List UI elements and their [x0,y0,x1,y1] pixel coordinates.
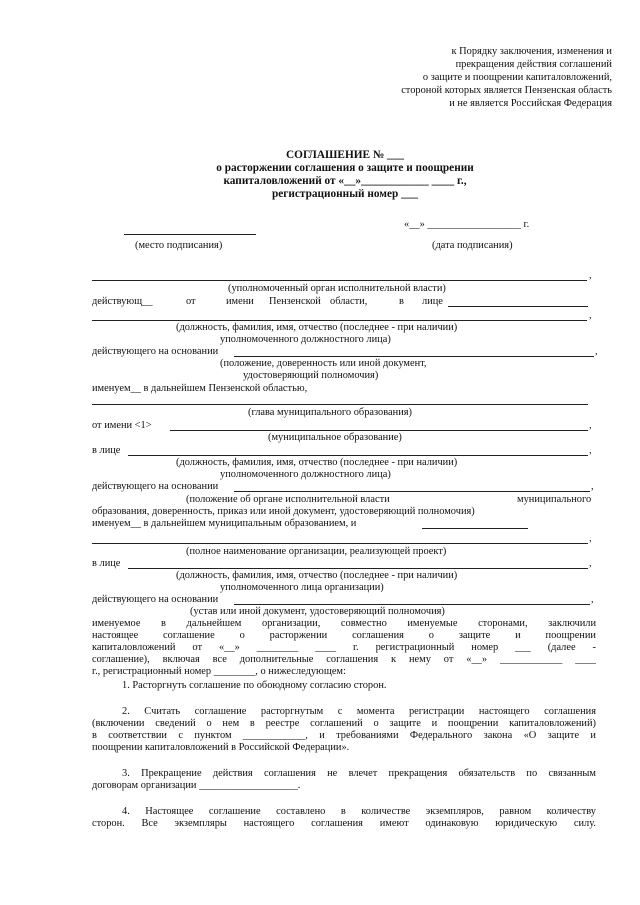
in-person-label: в лице [92,558,121,569]
comma: , [589,310,592,321]
on-behalf-label: от имени <1> [92,420,152,431]
item-2-line: поощрении капиталовложений в Российской Федерации». [92,742,350,753]
title-line: о расторжении соглашения о защите и поощрении [216,162,474,174]
charter-caption: (устав или иной документ, удостоверяющий полномочия) [190,606,445,617]
position-caption: уполномоченного должностного лица) [220,334,391,345]
mun-representative-field[interactable] [128,455,588,456]
acting-word: Пензенской [269,296,321,307]
org-field[interactable] [92,543,588,544]
acting-basis-label: действующего на основании [92,594,219,605]
comma: , [591,594,594,605]
place-caption: (место подписания) [135,240,223,251]
comma: , [589,420,592,431]
org-inline-field[interactable] [422,528,528,529]
basis-caption: удостоверяющий полномочия) [243,370,379,381]
representative-field[interactable] [448,306,588,307]
named-region: именуем__ в дальнейшем Пензенской областью, [92,383,308,394]
item-3-line: 3. Прекращение действия соглашения не влечет прекращения обязательств по связанным [122,768,596,779]
item-3-line: договорам организации ___________________. [92,780,301,791]
acting-basis-label: действующего на основании [92,346,219,357]
position-caption: уполномоченного должностного лица) [220,469,391,480]
title-line: капиталовложений от «__»____________ ____ г., [223,175,467,187]
title-line: СОГЛАШЕНИЕ № ___ [286,149,404,161]
title-line: регистрационный номер ___ [271,188,419,200]
date-field[interactable]: «__» __________________ г. [404,219,530,230]
acting-word: лице [422,296,443,307]
header-note-line: о защите и поощрении капиталовложений, [422,72,612,83]
comma: , [589,533,592,544]
item-4-line: сторон. Все экземпляры настоящего соглашения имеют одинаковую юридическую силу. [92,818,596,829]
municipality-caption: (муниципальное образование) [268,432,402,443]
org-representative-field[interactable] [128,568,588,569]
basis-caption: (положение об органе исполнительной власти [186,494,390,505]
position-caption: (должность, фамилия, имя, отчество (последнее - при наличии) [176,322,458,333]
basis-caption-word: муниципального [517,494,592,505]
header-note-line: стороной которых является Пензенская область [401,85,612,96]
acting-word: области, [330,296,368,307]
intro-line: настоящее соглашение о расторжении соглашения о защите и поощрении [92,630,596,641]
comma: , [589,558,592,569]
comma: , [589,270,592,281]
place-field[interactable] [124,234,256,235]
basis-field-3[interactable] [234,604,590,605]
org-caption: (полное наименование организации, реализующей проект) [186,546,447,557]
basis-field-2[interactable] [234,491,590,492]
head-caption: (глава муниципального образования) [248,407,412,418]
representative-field-2[interactable] [92,320,587,321]
item-4-line: 4. Настоящее соглашение составлено в количестве экземпляров, равном количеству [122,806,596,817]
item-1: 1. Расторгнуть соглашение по обоюдному согласию сторон. [122,680,387,691]
authority-caption: (уполномоченный орган исполнительной власти) [228,283,446,294]
header-note-line: к Порядку заключения, изменения и [451,46,612,57]
date-caption: (дата подписания) [432,240,513,251]
acting-word: в [399,296,404,307]
item-2-line: 2. Считать соглашение расторгнутым с момента регистрации настоящего соглашения [122,706,596,717]
named-municipality: именуем__ в дальнейшем муниципальным образованием, и [92,518,357,529]
acting-word: от [186,296,196,307]
intro-line: г., регистрационный номер ________, о нижеследующем: [92,666,346,677]
intro-line: капиталовложений от «__» ________ ____ г. регистрационный номер ___ (далее - [92,642,596,653]
intro-line: именуемое в дальнейшем организации, совместно именуемые сторонами, заключили [92,618,596,629]
header-note-line: и не является Российская Федерация [449,98,612,109]
item-2-line: в соответствии с пунктом ____________, и требованиями Федерального закона «О защите и [92,730,596,741]
acting-word: действующ__ [92,296,153,307]
comma: , [589,445,592,456]
position-caption: (должность, фамилия, имя, отчество (последнее - при наличии) [176,570,458,581]
authority-field[interactable] [92,280,587,281]
position-caption: уполномоченного лица организации) [220,582,384,593]
municipality-field[interactable] [170,430,588,431]
basis-caption: образования, доверенность, приказ или иной документ, удостоверяющий полномочия) [92,506,475,517]
acting-basis-label: действующего на основании [92,481,219,492]
position-caption: (должность, фамилия, имя, отчество (последнее - при наличии) [176,457,458,468]
basis-caption: (положение, доверенность или иной документ, [220,358,427,369]
header-note-line: прекращения действия соглашений [455,59,612,70]
head-field[interactable] [92,404,588,405]
comma: , [591,481,594,492]
comma: , [595,346,598,357]
acting-word: имени [226,296,254,307]
intro-line: соглашение), включая все дополнительные соглашения к нему от «__» ____________ ____ [92,654,596,665]
in-person-label: в лице [92,445,121,456]
item-2-line: (включении сведений о нем в реестре соглашений о защите и поощрении капиталовложений) [92,718,596,729]
basis-field[interactable] [234,356,594,357]
